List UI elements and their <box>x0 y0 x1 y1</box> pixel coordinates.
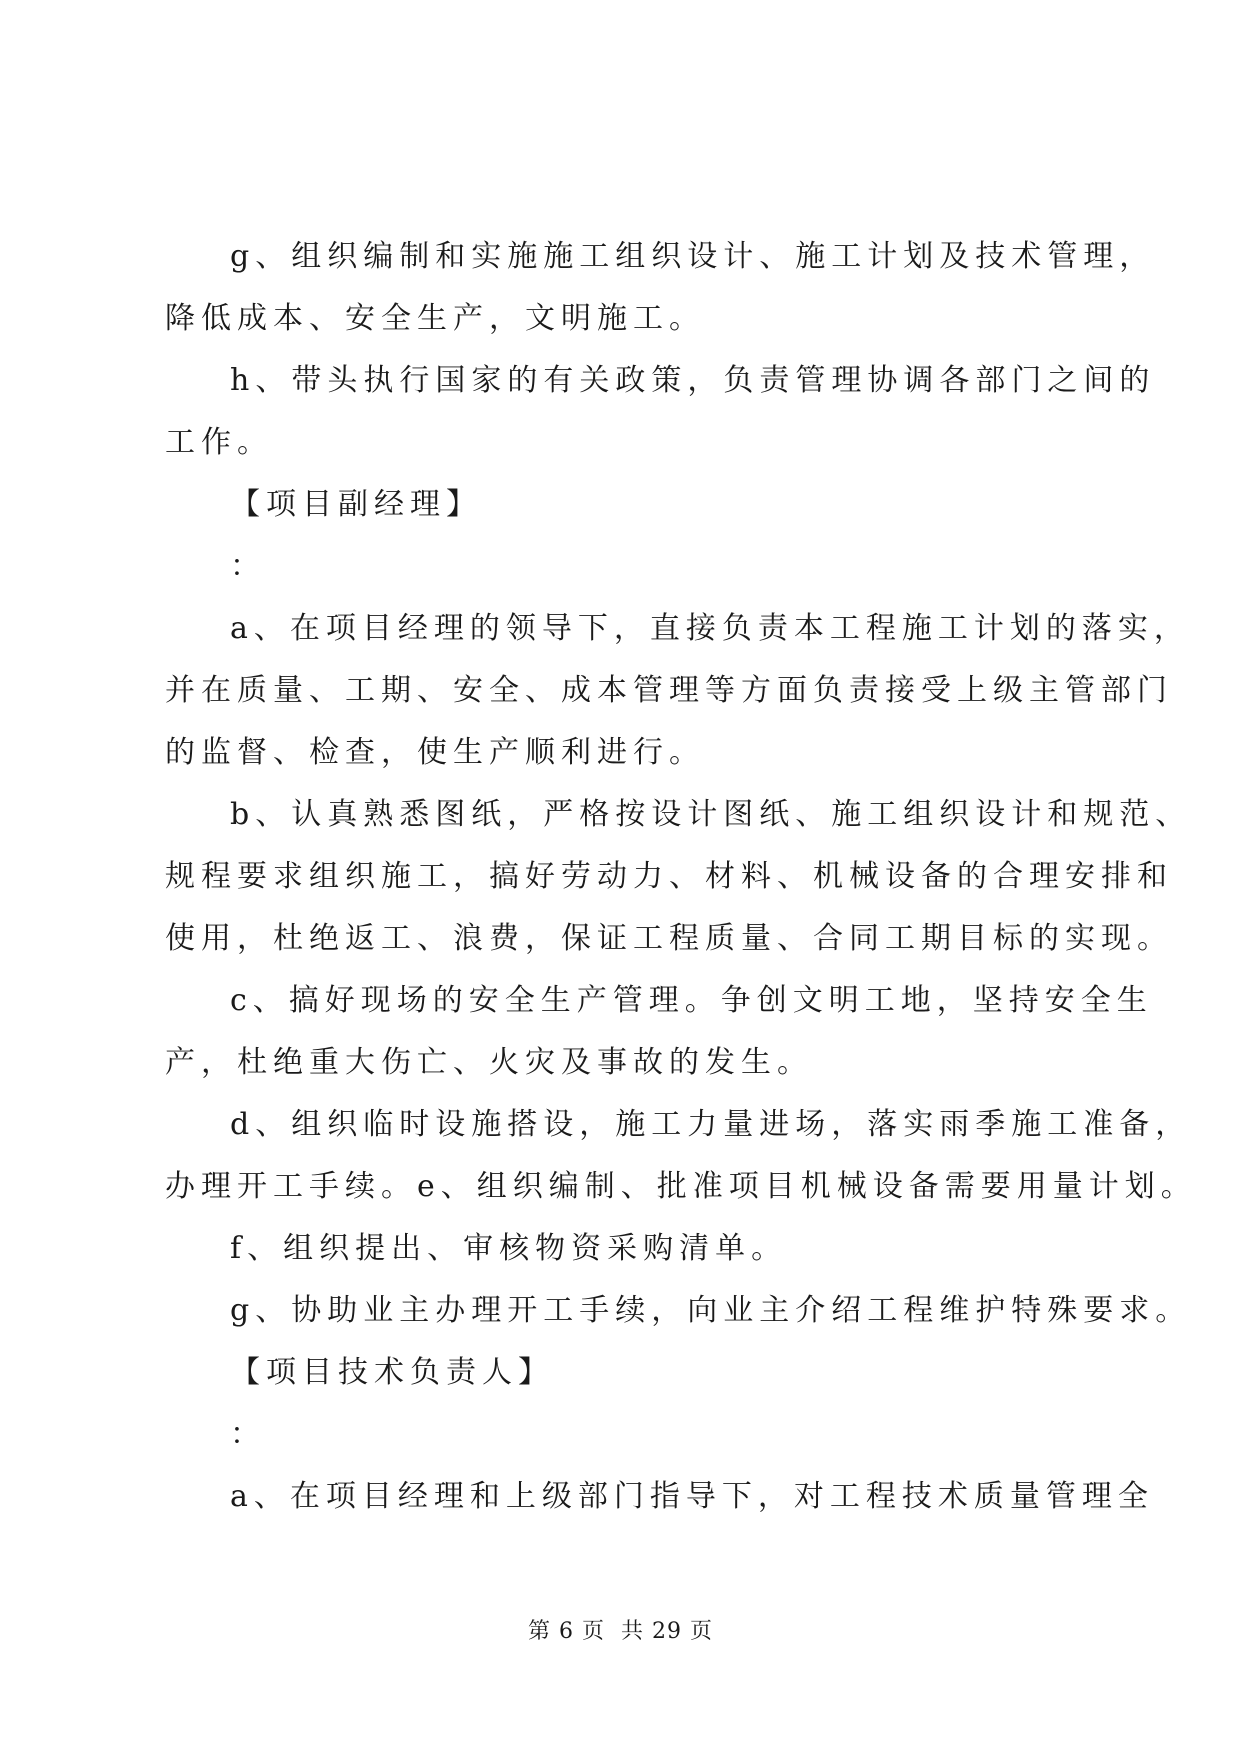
document-body <box>165 226 1197 1528</box>
paragraph-line: a、在项目经理和上级部门指导下，对工程技术质量管理全 <box>230 1479 1154 1514</box>
page-total: 共 29 页 <box>621 1619 713 1644</box>
paragraph-line: h、带头执行国家的有关政策，负责管理协调各部门之间的 <box>230 363 1156 398</box>
paragraph-line: 工作。 <box>165 425 273 460</box>
paragraph-line: 产，杜绝重大伤亡、火灾及事故的发生。 <box>165 1045 813 1080</box>
paragraph-line: a、在项目经理的领导下，直接负责本工程施工计划的落实， <box>230 611 1190 646</box>
paragraph-line: 规程要求组织施工，搞好劳动力、材料、机械设备的合理安排和 <box>165 859 1173 894</box>
paragraph-line: f、组织提出、审核物资采购清单。 <box>230 1231 788 1266</box>
section-heading: 【项目副经理】 <box>230 487 482 522</box>
paragraph-line: 降低成本、安全生产，文明施工。 <box>165 301 705 336</box>
section-colon: ： <box>230 1417 266 1452</box>
page-number: 第 6 页 <box>528 1619 605 1644</box>
paragraph-line: g、协助业主办理开工手续，向业主介绍工程维护特殊要求。 <box>230 1293 1192 1328</box>
paragraph-line: 并在质量、工期、安全、成本管理等方面负责接受上级主管部门 <box>165 673 1173 708</box>
paragraph-line: b、认真熟悉图纸，严格按设计图纸、施工组织设计和规范、 <box>230 797 1192 832</box>
paragraph-line: 办理开工手续。e、组织编制、批准项目机械设备需要用量计划。 <box>165 1169 1197 1204</box>
section-colon: ： <box>230 549 266 584</box>
section-heading: 【项目技术负责人】 <box>230 1355 554 1390</box>
page-footer <box>0 1614 1241 1645</box>
paragraph-line: d、组织临时设施搭设，施工力量进场，落实雨季施工准备， <box>230 1107 1192 1142</box>
paragraph-line: 的监督、检查，使生产顺利进行。 <box>165 735 705 770</box>
paragraph-line: c、搞好现场的安全生产管理。争创文明工地，坚持安全生 <box>230 983 1153 1018</box>
paragraph-line: 使用，杜绝返工、浪费，保证工程质量、合同工期目标的实现。 <box>165 921 1173 956</box>
paragraph-line: g、组织编制和实施施工组织设计、施工计划及技术管理， <box>230 239 1156 274</box>
